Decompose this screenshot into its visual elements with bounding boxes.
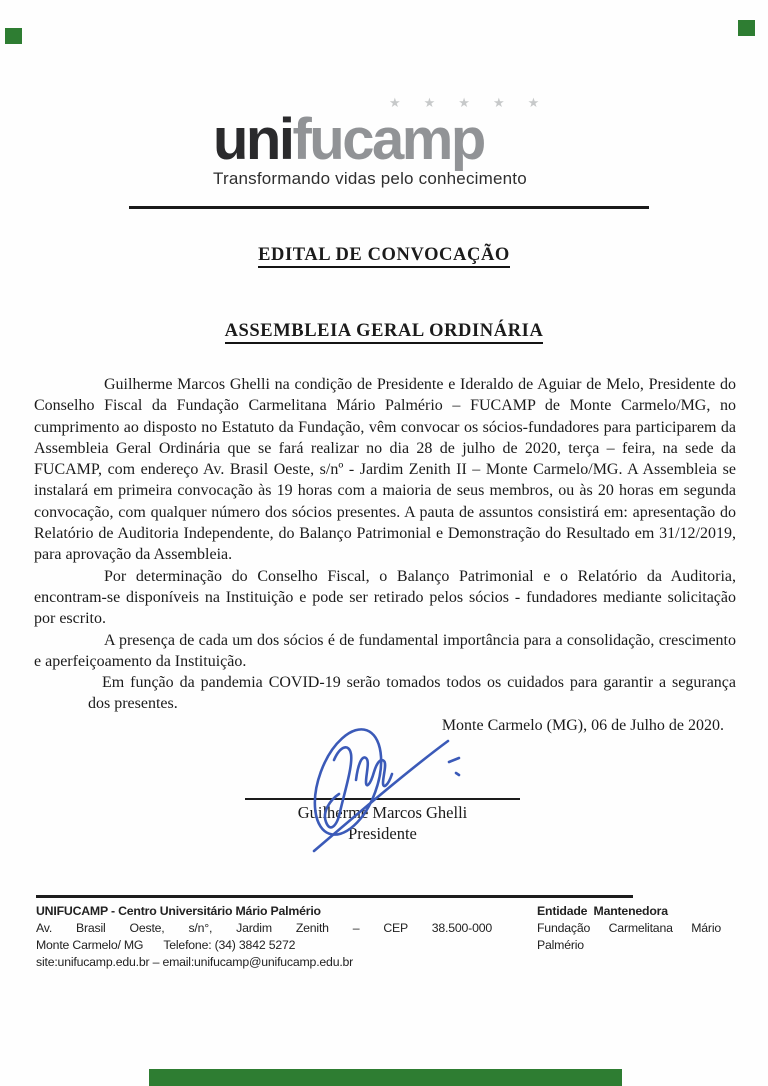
footer-site-email: site:unifucamp.edu.br – email:unifucamp@unifucamp.edu.br [36,955,354,969]
footer-address: Av. Brasil Oeste, s/n°, Jardim Zenith – CEP 38.500-000 [36,921,492,935]
dateline: Monte Carmelo (MG), 06 de Julho de 2020. [441,716,724,734]
footer-city: Monte Carmelo/ MG [36,938,144,952]
footer-phone: Telefone: (34) 3842 5272 [163,938,296,952]
footer-maintainer-name: Fundação Carmelitana Mário [537,921,721,935]
signer-name: Guilherme Marcos Ghelli [297,803,468,822]
footer-maintainer-title: Entidade Mantenedora [537,904,668,918]
body-paragraph-3: A presença de cada um dos sócios é de fundamental importância para a consolidação, crescimento e aperfeiçoamento da Instituição. [34,631,736,670]
footer-divider [36,895,633,898]
handwritten-signature [286,716,478,858]
footer-maintainer-name-2: Palmério [537,938,584,952]
document-body [34,374,736,736]
scan-mark-top-left [5,28,22,44]
footer-institution [36,903,492,971]
signer-role: Presidente [348,824,417,843]
star-icons: ★★★★★ [389,95,563,110]
logo-wordmark [213,107,558,172]
document-subtitle: ASSEMBLEIA GERAL ORDINÁRIA [0,321,768,342]
document-title: EDITAL DE CONVOCAÇÃO [0,245,768,266]
logo-tagline: Transformando vidas pelo conhecimento [213,169,527,189]
scan-mark-top-right [738,20,755,36]
scan-mark-bottom-bar [149,1069,622,1086]
body-paragraph-1: Guilherme Marcos Ghelli na condição de Presidente e Ideraldo de Aguiar de Melo, Presidente do Conselho Fiscal da Fundação Carmelitana Mário Palmério – FUCAMP de Monte Carmelo/MG, no cumprimento ao disposto no Estatuto da Fundação, vêm convocar os sócios-fundadores para participarem da Assembleia Geral Ordinária que se fará realizar no dia 28 de julho de 2020, terça – feira, na sede da FUCAMP, com endereço Av. Brasil Oeste, s/nº - Jardim Zenith II – Monte Carmelo/MG. A Assembleia se instalará em primeira convocação às 19 horas com a maioria de seus membros, ou às 20 horas em segunda convocação, com qualquer número dos sócios presentes. A pauta de assuntos consistirá em: apresentação do Relatório de Auditoria Independente, do Balanço Patrimonial e Demonstração do Resultado em 31/12/2019, para aprovação da Assembleia. [34,376,736,564]
unifucamp-logo [213,95,563,189]
body-paragraph-4: Em função da pandemia COVID-19 serão tomados todos os cuidados para garantir a segurança dos presentes. [88,674,736,713]
logo-text-uni: uni [213,107,293,172]
body-paragraph-2: Por determinação do Conselho Fiscal, o Balanço Patrimonial e o Relatório da Auditoria, encontram-se disponíveis na Instituição e pode ser retirado pelos sócios - fundadores mediante solicitação por escrito. [34,567,736,628]
footer-maintainer [537,903,721,954]
header-divider [129,206,649,209]
logo-text-fucamp: fucamp [292,107,484,172]
footer-institution-title: UNIFUCAMP - Centro Universitário Mário Palmério [36,904,321,918]
footer-city-phone [36,937,492,954]
